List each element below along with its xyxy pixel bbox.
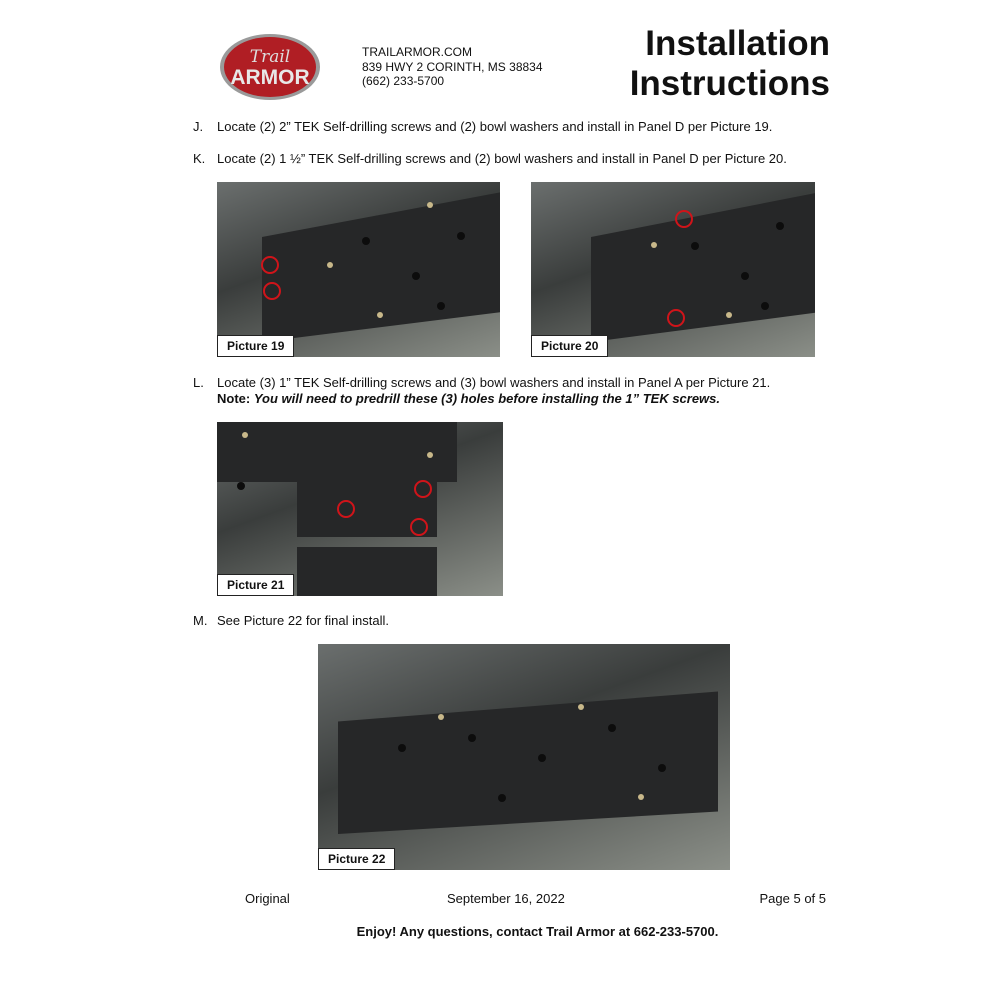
picture-19 (217, 182, 500, 357)
footer-page-number: Page 5 of 5 (759, 891, 826, 906)
step-text: Locate (2) 2” TEK Self-drilling screws and (2) bowl washers and install in Panel D per Picture 19. (217, 119, 773, 134)
note-label: Note: (217, 391, 251, 406)
svg-text:Trail: Trail (249, 47, 291, 67)
title-line-2: Instructions (629, 64, 830, 103)
title-line-1: Installation (645, 24, 830, 63)
picture-caption: Picture 22 (318, 848, 395, 870)
company-contact (362, 45, 543, 89)
phone: (662) 233-5700 (362, 74, 445, 88)
step-l (193, 375, 770, 390)
note-text: You will need to predrill these (3) holes before installing the 1” TEK screws. (253, 391, 721, 406)
step-letter: J. (193, 119, 204, 134)
picture-20 (531, 182, 815, 357)
website: TRAILARMOR.COM (362, 45, 473, 59)
step-text: Locate (3) 1” TEK Self-drilling screws and (3) bowl washers and install in Panel A per Picture 21. (217, 375, 771, 390)
picture-22 (318, 644, 730, 870)
picture-caption: Picture 19 (217, 335, 294, 357)
step-text: Locate (2) 1 ½” TEK Self-drilling screws and (2) bowl washers and install in Panel D per Picture 20. (217, 151, 787, 166)
address: 839 HWY 2 CORINTH, MS 38834 (362, 59, 543, 74)
picture-21 (217, 422, 503, 596)
step-k (193, 151, 787, 166)
step-text: See Picture 22 for final install. (217, 613, 389, 628)
step-l-note (217, 391, 720, 406)
footer-date: September 16, 2022 (447, 891, 565, 906)
trail-armor-logo (218, 32, 322, 102)
page-title (630, 24, 830, 104)
step-m (193, 613, 389, 628)
step-letter: L. (193, 375, 204, 390)
footer-contact: Enjoy! Any questions, contact Trail Armor at 662-233-5700. (356, 924, 719, 939)
footer-revision: Original (245, 891, 290, 906)
step-letter: M. (193, 613, 208, 628)
step-j (193, 119, 772, 134)
svg-text:ARMOR: ARMOR (230, 66, 310, 89)
step-letter: K. (193, 151, 206, 166)
picture-caption: Picture 21 (217, 574, 294, 596)
picture-caption: Picture 20 (531, 335, 608, 357)
